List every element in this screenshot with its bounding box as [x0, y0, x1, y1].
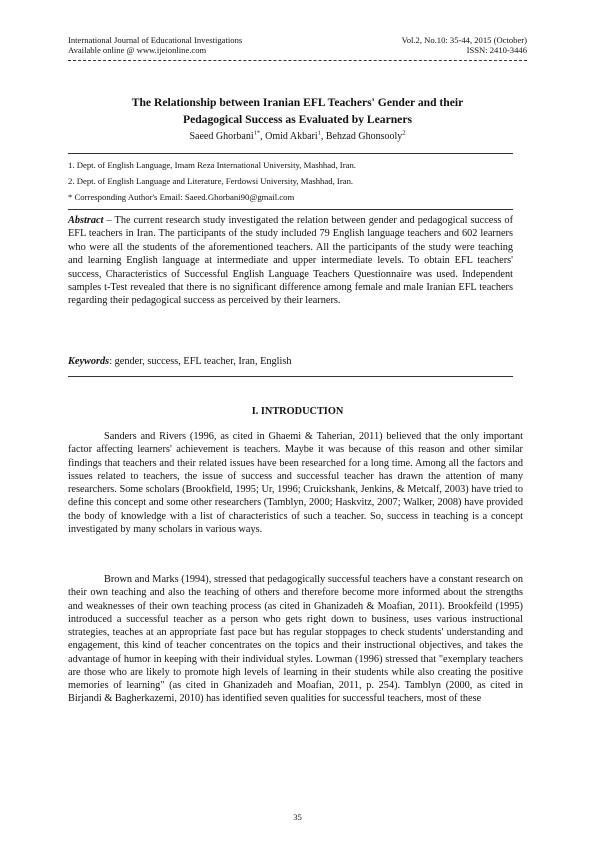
author-name: Omid Akbari — [265, 131, 318, 142]
affiliation-1: 1. Dept. of English Language, Imam Reza International University, Mashhad, Iran. — [68, 160, 356, 170]
section-heading: I. INTRODUCTION — [251, 406, 344, 417]
author-separator: , — [320, 131, 326, 142]
abstract — [68, 214, 513, 308]
author-list — [68, 130, 527, 143]
journal-url[interactable]: Available online @ www.ijeionline.com — [68, 45, 207, 55]
keywords-divider — [68, 376, 513, 377]
issn: ISSN: 2410-3446 — [466, 45, 527, 55]
author-affiliation-mark: 1* — [253, 129, 261, 137]
author-separator: , — [260, 131, 266, 142]
body-paragraph-1: Sanders and Rivers (1996, as cited in Ghaemi & Taherian, 2011) believed that the only important factor affecting learners' achievement is teachers. Maybe it was because of this reason and other similar findings that teachers and their related issues have been researched for a long time. Among all the factors and issues related to teachers, the issue of success and successful teacher has drawn the attention of many researchers. Some scholars (Brookfield, 1995; Ur, 1996; Cruickshank, Jenkins, & Metcalf, 2003) have tried to define this concept and some other researchers (Tamblyn, 2000; Haskvitz, 2007; Walker, 2008) have provided the body of knowledge with a list of characteristics of such a teacher. So, success in teaching is a concept investigated by many scholars in various ways. — [68, 431, 523, 535]
author-name: Behzad Ghonsooly — [325, 131, 403, 142]
author-affiliation-mark: 1 — [317, 129, 321, 137]
author-name: Saeed Ghorbani — [189, 131, 254, 142]
keywords-label: Keywords — [68, 356, 110, 367]
corresponding-author-email[interactable]: * Corresponding Author's Email: Saeed.Ghorbani90@gmail.com — [68, 192, 295, 202]
journal-name: International Journal of Educational Investigations — [68, 35, 243, 45]
affiliations-box — [68, 153, 513, 210]
paper-title — [68, 94, 527, 128]
header-divider — [68, 60, 527, 61]
title-line-1: The Relationship between Iranian EFL Teachers' Gender and their — [131, 96, 464, 109]
page-number: 35 — [293, 812, 302, 822]
abstract-text: – The current research study investigated the relation between gender and pedagogical success of EFL teachers in Iran. The participants of the study included 79 English language teachers and 602 learners who were all the students of the aforementioned teachers. All the participants of the study were teaching and learning English language at intermediate and upper intermediate levels. To obtain EFL teachers' success, Characteristics of Successful English Language Teachers Questionnaire was used. Independent samples t-Test revealed that there is no significant difference among female and male Iranian EFL teachers regarding their pedagogical success as perceived by their learners. — [68, 215, 513, 307]
title-line-2: Pedagogical Success as Evaluated by Learners — [183, 113, 412, 126]
author-affiliation-mark: 2 — [402, 129, 406, 137]
volume-info: Vol.2, No.10: 35-44, 2015 (October) — [401, 35, 527, 45]
keywords — [68, 355, 513, 368]
abstract-label: Abstract — [68, 215, 104, 226]
running-header — [68, 35, 527, 55]
keywords-text: : gender, success, EFL teacher, Iran, English — [109, 356, 292, 367]
affiliation-2: 2. Dept. of English Language and Literature, Ferdowsi University, Mashhad, Iran. — [68, 176, 354, 186]
body-paragraph-2: Brown and Marks (1994), stressed that pedagogically successful teachers have a constant research on their own teaching and also the teaching of others and therefore become more informed about the strengths and weaknesses of their own teaching process (as cited in Ghanizadeh & Moafian, 2011). Brookfeild (1995) introduced a successful teacher as a person who gets right down to business, uses various instructional strategies, teaches at an appropriate fast pace but has regular stoppages to check students' understanding and engagement, this kind of teacher concentrates on the topics and their instructional objectives, and takes the advantage of humor in keeping with their individual styles. Lowman (1996) stressed that "exemplary teachers are those who are likely to promote high levels of learning in their students while also creating the positive memories of learning" (as cited in Ghanizadeh and Moafian, 2011, p. 254). Tamblyn (2000, as cited in Birjandi & Bagherkazemi, 2010) has identified seven qualities for successful teachers, most of these — [68, 574, 523, 705]
